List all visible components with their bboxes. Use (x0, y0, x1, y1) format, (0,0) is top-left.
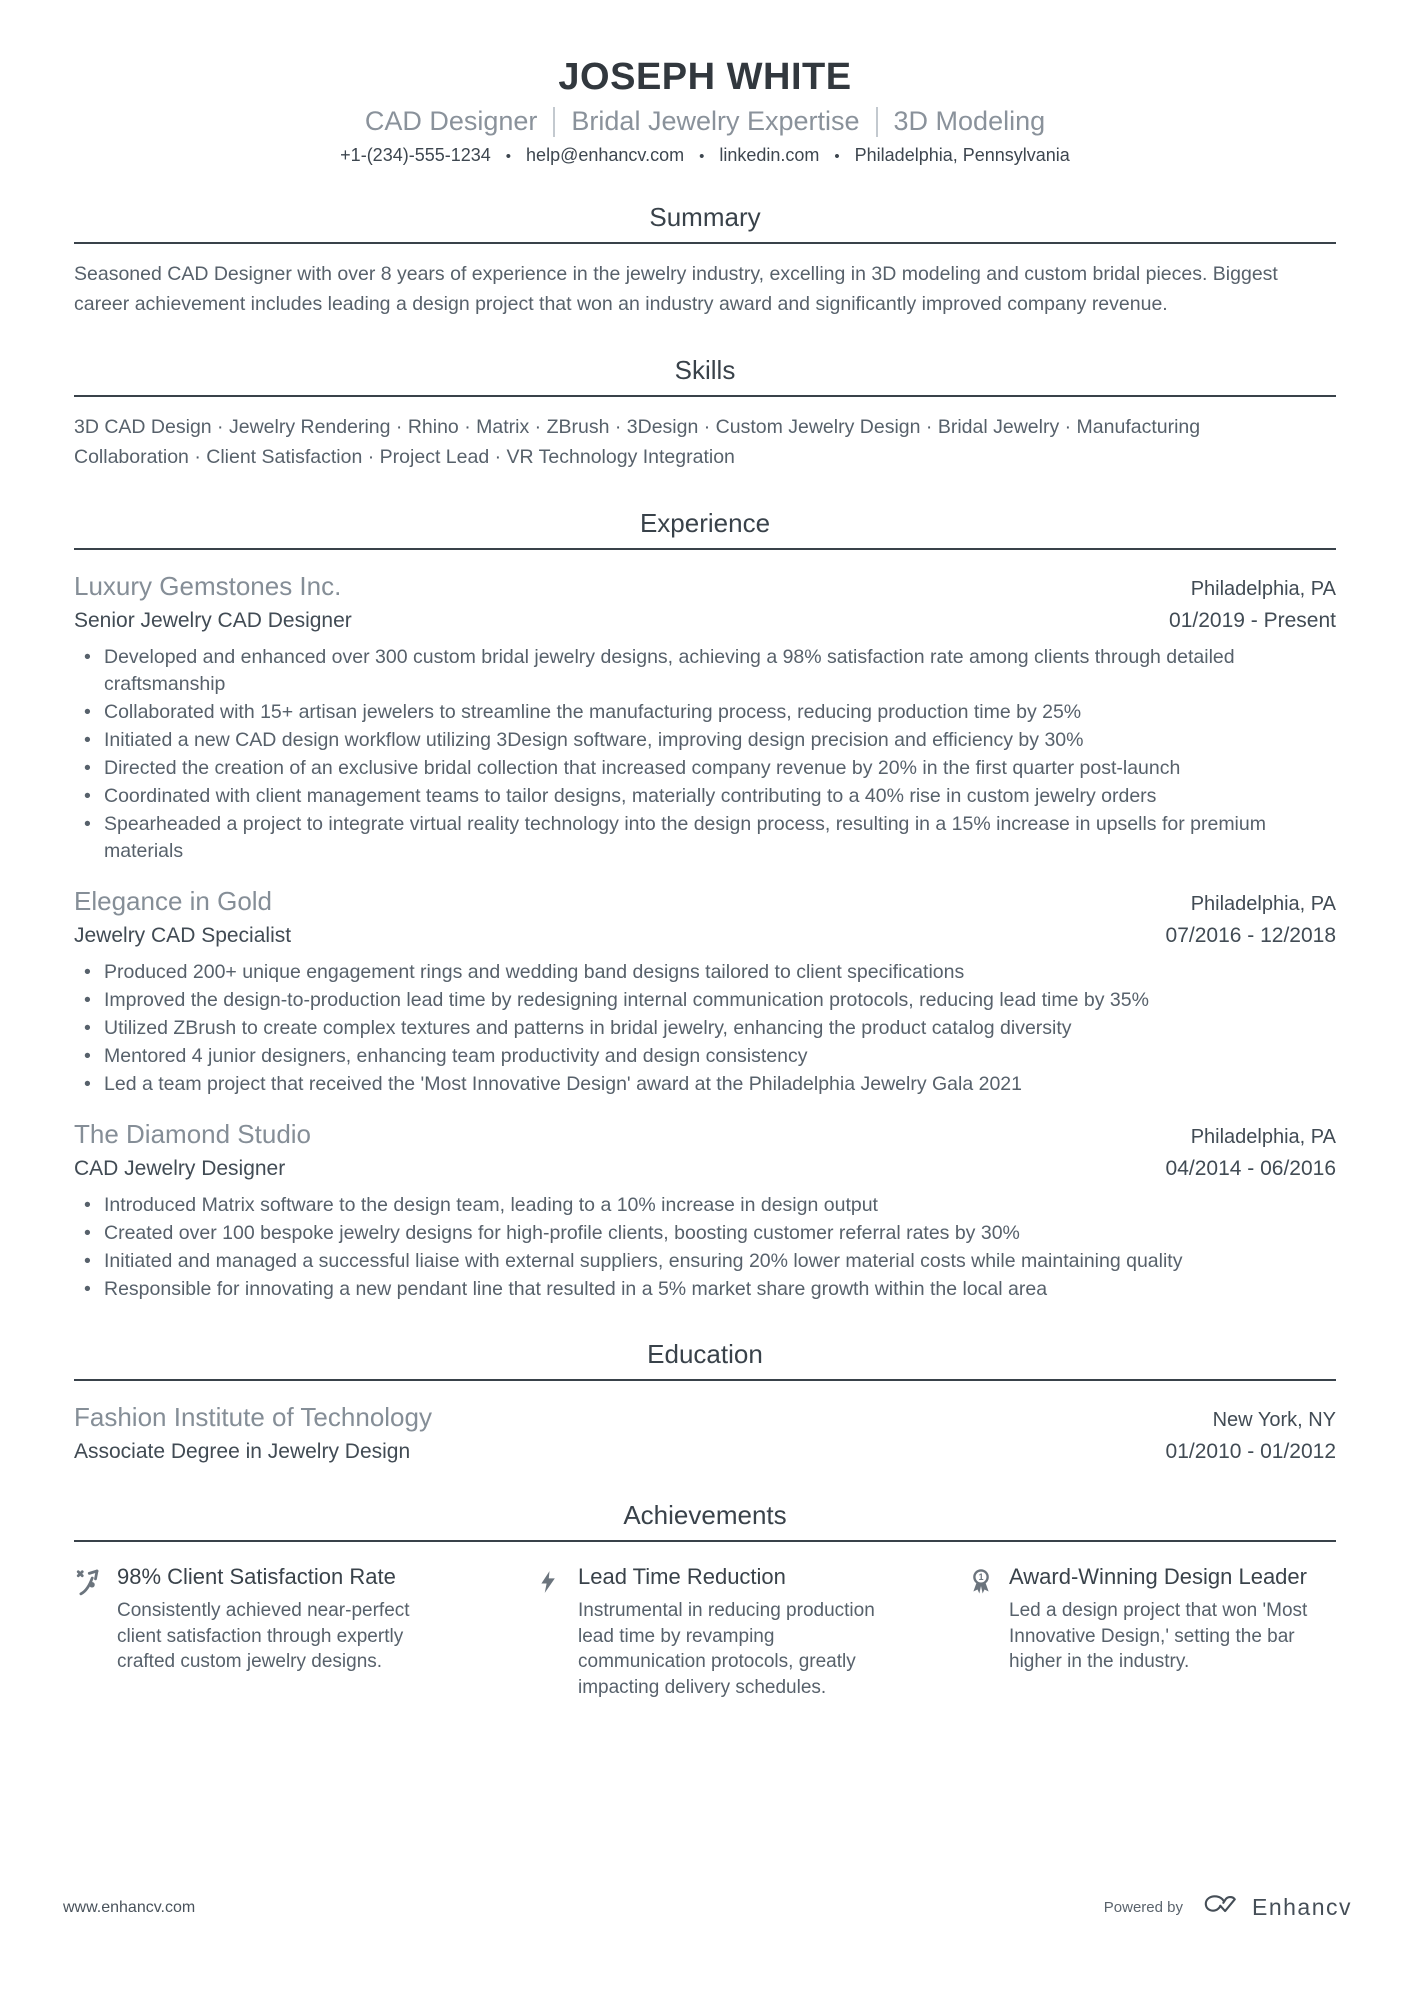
entry-title-row (74, 1433, 1336, 1464)
route-arrow-icon (74, 1564, 104, 1700)
skill-item: · VR Technology Integration (489, 446, 735, 468)
summary-heading: Summary (649, 202, 761, 232)
company-location: Philadelphia, PA (1190, 1126, 1336, 1148)
entry-title-row (74, 602, 1336, 633)
achievement-title: Award-Winning Design Leader (1009, 1564, 1307, 1589)
company-location: Philadelphia, PA (1190, 578, 1336, 600)
entry-title-row (74, 917, 1336, 948)
bullet-item: • Responsible for innovating a new pendant line that resulted in a 5% market share growth within the local area (104, 1276, 1336, 1303)
company-location: Philadelphia, PA (1190, 893, 1336, 915)
enhancv-brand-link[interactable] (1201, 1892, 1352, 1923)
bullet-item: • Led a team project that received the 'Most Innovative Design' award at the Philadelphia Jewelry Gala 2021 (104, 1071, 1336, 1098)
job-dates: 01/2019 - Present (1169, 609, 1336, 632)
entry-header-row (74, 886, 1336, 917)
section-divider (74, 1540, 1336, 1542)
achievement-card (535, 1564, 890, 1700)
education-heading: Education (647, 1339, 763, 1369)
section-divider (74, 548, 1336, 550)
skills-heading: Skills (674, 355, 736, 385)
contact-location: • Philadelphia, Pennsylvania (819, 145, 1069, 166)
skill-item: · Bridal Jewelry (920, 416, 1059, 438)
skill-item: · Manufacturing Collaboration (74, 416, 1200, 468)
candidate-name: JOSEPH WHITE (558, 56, 852, 98)
job-title: CAD Jewelry Designer (74, 1157, 286, 1180)
job-title: Jewelry CAD Specialist (74, 924, 292, 947)
bullet-item: • Initiated and managed a successful liaise with external suppliers, ensuring 20% lower material costs while maintaining quality (104, 1248, 1336, 1275)
experience-entry (74, 571, 1336, 865)
achievement-description: Consistently achieved near-perfect client satisfaction through expertly crafted custom jewelry designs. (117, 1600, 410, 1672)
degree-name: Associate Degree in Jewelry Design (74, 1440, 411, 1463)
powered-by (1104, 1892, 1352, 1923)
achievement-body (117, 1564, 459, 1700)
skill-item: · Matrix (459, 416, 529, 438)
skill-item: · Client Satisfaction (189, 446, 362, 468)
bullet-list (74, 959, 1336, 1098)
candidate-headline (74, 106, 1336, 137)
enhancv-logo-icon (1201, 1892, 1243, 1923)
entry-header-row (74, 1119, 1336, 1150)
experience-entry (74, 886, 1336, 1098)
company-name: Luxury Gemstones Inc. (74, 571, 342, 601)
entry-header-row (74, 1402, 1336, 1433)
bullet-item: • Produced 200+ unique engagement rings and wedding band designs tailored to client specifications (104, 959, 1336, 986)
school-location: New York, NY (1212, 1409, 1336, 1431)
lightning-icon (535, 1564, 565, 1700)
bullet-item: • Created over 100 bespoke jewelry designs for high-profile clients, boosting customer referral rates by 30% (104, 1220, 1336, 1247)
achievement-card (74, 1564, 459, 1700)
achievement-body (1009, 1564, 1336, 1700)
job-title: Senior Jewelry CAD Designer (74, 609, 352, 632)
bullet-item: • Mentored 4 junior designers, enhancing team productivity and design consistency (104, 1043, 1336, 1070)
page-footer (63, 1892, 1352, 1923)
headline-part: CAD Designer (364, 106, 538, 136)
experience-entry (74, 1119, 1336, 1303)
section-divider (74, 242, 1336, 244)
job-dates: 07/2016 - 12/2018 (1165, 924, 1336, 947)
bullet-item: • Utilized ZBrush to create complex textures and patterns in bridal jewelry, enhancing the product catalog diversity (104, 1015, 1336, 1042)
education-dates: 01/2010 - 01/2012 (1165, 1440, 1336, 1463)
contact-linkedin[interactable]: • linkedin.com (684, 145, 819, 166)
achievement-card (966, 1564, 1336, 1700)
school-name: Fashion Institute of Technology (74, 1402, 432, 1432)
contact-email[interactable]: • help@enhancv.com (491, 145, 684, 166)
job-dates: 04/2014 - 06/2016 (1165, 1157, 1336, 1180)
bullet-item: • Directed the creation of an exclusive bridal collection that increased company revenue by 20% in the first quarter post-launch (104, 755, 1336, 782)
svg-text:1: 1 (978, 1572, 984, 1582)
skill-item: · Custom Jewelry Design (698, 416, 920, 438)
bullet-item: • Developed and enhanced over 300 custom bridal jewelry designs, achieving a 98% satisfaction rate among clients through detailed craftsmanship (104, 644, 1336, 698)
education-entry (74, 1402, 1336, 1464)
bullet-list (74, 644, 1336, 865)
bullet-item: • Coordinated with client management teams to tailor designs, materially contributing to a 40% rise in custom jewelry orders (104, 783, 1336, 810)
skill-item: · Rhino (390, 416, 458, 438)
achievement-title: 98% Client Satisfaction Rate (117, 1564, 396, 1589)
skill-item: · Project Lead (362, 446, 489, 468)
bullet-item: • Initiated a new CAD design workflow utilizing 3Design software, improving design precision and efficiency by 30% (104, 727, 1336, 754)
powered-by-label: Powered by (1103, 1899, 1183, 1916)
skill-item: · Jewelry Rendering (212, 416, 391, 438)
section-divider (74, 395, 1336, 397)
footer-website-link[interactable]: www.enhancv.com (63, 1898, 196, 1916)
contact-phone: +1-(234)-555-1234 (340, 145, 491, 165)
achievements-grid (74, 1564, 1336, 1700)
achievement-title: Lead Time Reduction (578, 1564, 786, 1589)
contact-line (74, 145, 1336, 166)
medal-icon (966, 1564, 996, 1700)
achievement-description: Led a design project that won 'Most Innovative Design,' setting the bar higher in the industry. (1009, 1600, 1308, 1672)
achievement-body (578, 1564, 890, 1700)
summary-text: Seasoned CAD Designer with over 8 years of experience in the jewelry industry, excelling in 3D modeling and custom bridal pieces. Biggest career achievement includes leading a design project that won an industry award and significantly improved company revenue. (74, 263, 1278, 315)
company-name: The Diamond Studio (74, 1119, 312, 1149)
bullet-item: • Improved the design-to-production lead time by redesigning internal communication protocols, reducing lead time by 35% (104, 987, 1336, 1014)
skill-item: · 3Design (609, 416, 698, 438)
headline-divider (553, 107, 555, 137)
section-divider (74, 1379, 1336, 1381)
achievements-heading: Achievements (623, 1500, 787, 1530)
entry-title-row (74, 1150, 1336, 1181)
company-name: Elegance in Gold (74, 886, 273, 916)
headline-part: Bridal Jewelry Expertise (571, 106, 860, 136)
entry-header-row (74, 571, 1336, 602)
headline-divider (876, 107, 878, 137)
headline-part: 3D Modeling (893, 106, 1046, 136)
bullet-item: • Introduced Matrix software to the design team, leading to a 10% increase in design output (104, 1192, 1336, 1219)
brand-name: Enhancv (1251, 1894, 1352, 1920)
skill-item: 3D CAD Design (74, 416, 212, 438)
bullet-item: • Collaborated with 15+ artisan jewelers to streamline the manufacturing process, reducing production time by 25% (104, 699, 1336, 726)
achievement-description: Instrumental in reducing production lead time by revamping communication protocols, greatly impacting delivery schedules. (578, 1600, 875, 1698)
bullet-item: • Spearheaded a project to integrate virtual reality technology into the design process, resulting in a 15% increase in upsells for premium materials (104, 811, 1336, 865)
bullet-list (74, 1192, 1336, 1303)
experience-heading: Experience (639, 508, 771, 538)
skill-item: · ZBrush (529, 416, 609, 438)
skills-list (74, 412, 1336, 472)
